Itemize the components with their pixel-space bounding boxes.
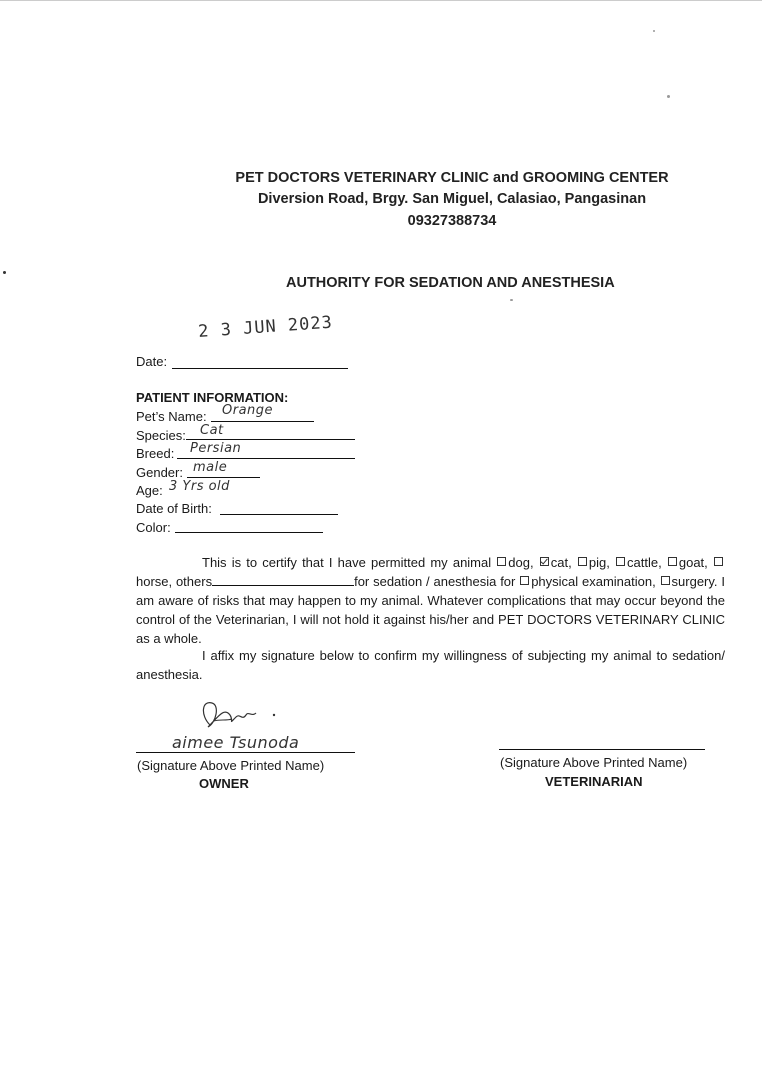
owner-signature-line [136,752,355,753]
scan-speck [667,95,670,98]
age-label: Age: [136,483,163,498]
clinic-address: Diversion Road, Brgy. San Miguel, Calasiao, Pangasinan [257,191,647,207]
date-line [172,368,348,369]
exam-checkbox [520,576,529,585]
breed-line [177,458,355,459]
exam-option: physical examination, [531,574,656,589]
affix-text: I affix my signature below to confirm my willingness of subjecting my animal to sedation/ anesthesia. [136,648,725,682]
vet-role: VETERINARIAN [545,774,643,789]
gender-label: Gender: [136,465,183,480]
cattle-option: cattle, [627,555,662,570]
date-stamp: 2 3 JUN 2023 [197,312,334,342]
owner-role: OWNER [199,776,249,791]
owner-printed-name: aimee Tsunoda [172,733,300,752]
scan-speck [3,271,6,274]
for-text: for sedation / anesthesia for [354,574,516,589]
pet-name-label: Pet’s Name: [136,409,207,424]
dob-line [220,514,338,515]
pig-checkbox [578,557,587,566]
dog-checkbox [497,557,506,566]
cat-checkbox [540,557,549,566]
goat-checkbox [668,557,677,566]
cattle-checkbox [616,557,625,566]
date-label: Date: [136,354,168,369]
form-title: AUTHORITY FOR SEDATION AND ANESTHESIA [286,275,615,291]
pig-option: pig, [588,555,610,570]
affix-paragraph [136,646,725,684]
surgery-option: surgery. [671,574,718,589]
breed-label: Breed: [136,446,175,461]
dog-option: dog, [508,555,534,570]
surgery-checkbox [661,576,670,585]
clinic-name: PET DOCTORS VETERINARY CLINIC and GROOMING CENTER [235,170,669,186]
scan-speck [510,299,513,301]
pet-name-line [211,421,314,422]
cat-option: cat, [550,555,572,570]
species-label: Species: [136,428,186,443]
horse-option: horse, others [136,574,213,589]
gender-line [187,477,260,478]
pet-name-value: Orange [222,403,274,418]
scan-speck [653,30,655,32]
vet-caption: (Signature Above Printed Name) [500,755,688,770]
owner-caption: (Signature Above Printed Name) [137,758,325,773]
horse-checkbox [714,557,723,566]
scan-top-edge [0,0,762,1]
species-value: Cat [200,423,224,438]
gender-value: male [193,460,228,475]
color-label: Color: [136,520,171,535]
color-line [175,532,323,533]
vet-signature-line [499,749,705,750]
patient-heading: PATIENT INFORMATION: [136,390,289,405]
age-value: 3 Yrs old [169,479,230,494]
owner-signature-scribble [190,695,290,737]
species-line [186,439,355,440]
breed-value: Persian [190,441,242,456]
certify-intro: This is to certify that I have permitted my animal [202,555,492,570]
dob-label: Date of Birth: [136,501,212,516]
goat-option: goat, [678,555,708,570]
certify-rest: I am aware of risks that may happen to my animal. Whatever complications that may occur beyond the control of the Veterinarian, I will not hold it against his/her and PET DOCTORS VETERINARY CLINIC as a whole. [136,574,725,646]
certify-paragraph [136,553,725,648]
clinic-phone: 09327388734 [407,213,497,229]
others-line [212,585,354,586]
